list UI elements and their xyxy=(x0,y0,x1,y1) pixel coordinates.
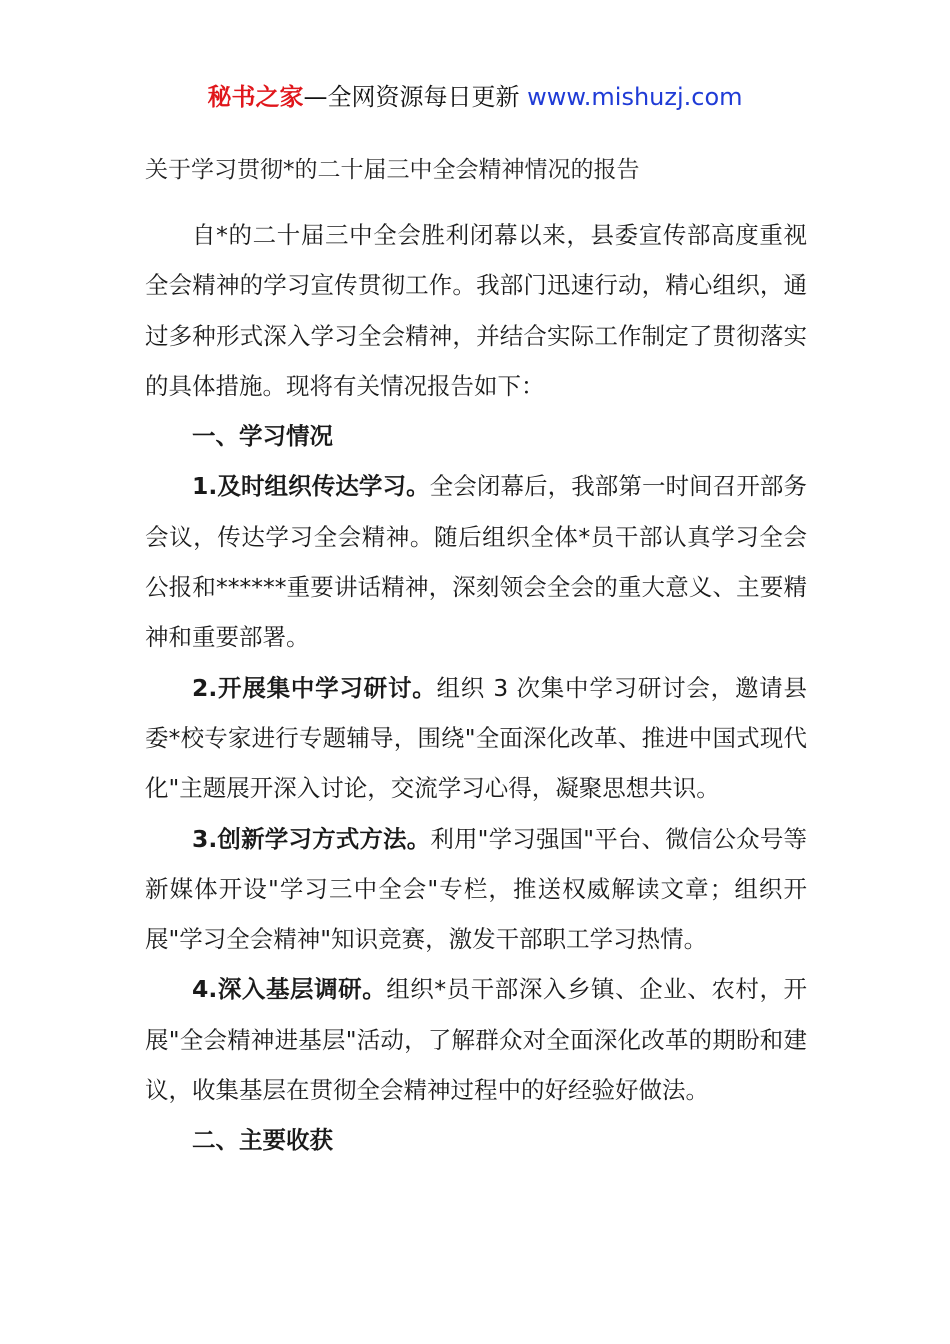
section-heading-study: 一、学习情况 xyxy=(192,422,333,451)
study-item-1-lead: 1.及时组织传达学习。 xyxy=(192,472,430,501)
study-item-1 xyxy=(145,461,807,662)
site-url-link[interactable]: www.mishuzj.com xyxy=(527,83,743,111)
document-body xyxy=(145,210,807,1166)
study-item-3-lead: 3.创新学习方式方法。 xyxy=(192,824,431,853)
brand-name: 秘书之家 xyxy=(207,83,304,111)
study-item-3 xyxy=(145,814,807,965)
header-slogan: —全网资源每日更新 xyxy=(303,83,528,111)
intro-paragraph: 自*的二十届三中全会胜利闭幕以来，县委宣传部高度重视全会精神的学习宣传贯彻工作。我部门迅速行动，精心组织，通过多种形式深入学习全会精神，并结合实际工作制定了贯彻落实的具体措施。现将有关情况报告如下： xyxy=(145,221,807,400)
study-item-4-body: 组织*员干部深入乡镇、企业、农村，开展"全会精神进基层"活动，了解群众对全面深化改革的期盼和建议，收集基层在贯彻全会精神过程中的好经验好做法。 xyxy=(145,975,807,1105)
section-heading-gains: 二、主要收获 xyxy=(192,1126,333,1155)
study-item-3-body: 利用"学习强国"平台、微信公众号等新媒体开设"学习三中全会"专栏，推送权威解读文章；组织开展"学习全会精神"知识竞赛，激发干部职工学习热情。 xyxy=(145,824,807,954)
study-item-2-body: 组织 3 次集中学习研讨会，邀请县委*校专家进行专题辅导，围绕"全面深化改革、推进中国式现代化"主题展开深入讨论，交流学习心得，凝聚思想共识。 xyxy=(145,673,807,803)
study-item-2 xyxy=(145,663,807,814)
study-item-2-lead: 2.开展集中学习研讨。 xyxy=(192,673,437,702)
study-item-4-lead: 4.深入基层调研。 xyxy=(192,975,387,1004)
site-header xyxy=(0,80,950,114)
study-item-4 xyxy=(145,964,807,1115)
study-item-1-body: 全会闭幕后，我部第一时间召开部务会议，传达学习全会精神。随后组织全体*员干部认真学习全会公报和******重要讲话精神，深刻领会全会的重大意义、主要精神和重要部署。 xyxy=(145,472,808,652)
document-title: 关于学习贯彻*的二十届三中全会精神情况的报告 xyxy=(145,157,640,183)
